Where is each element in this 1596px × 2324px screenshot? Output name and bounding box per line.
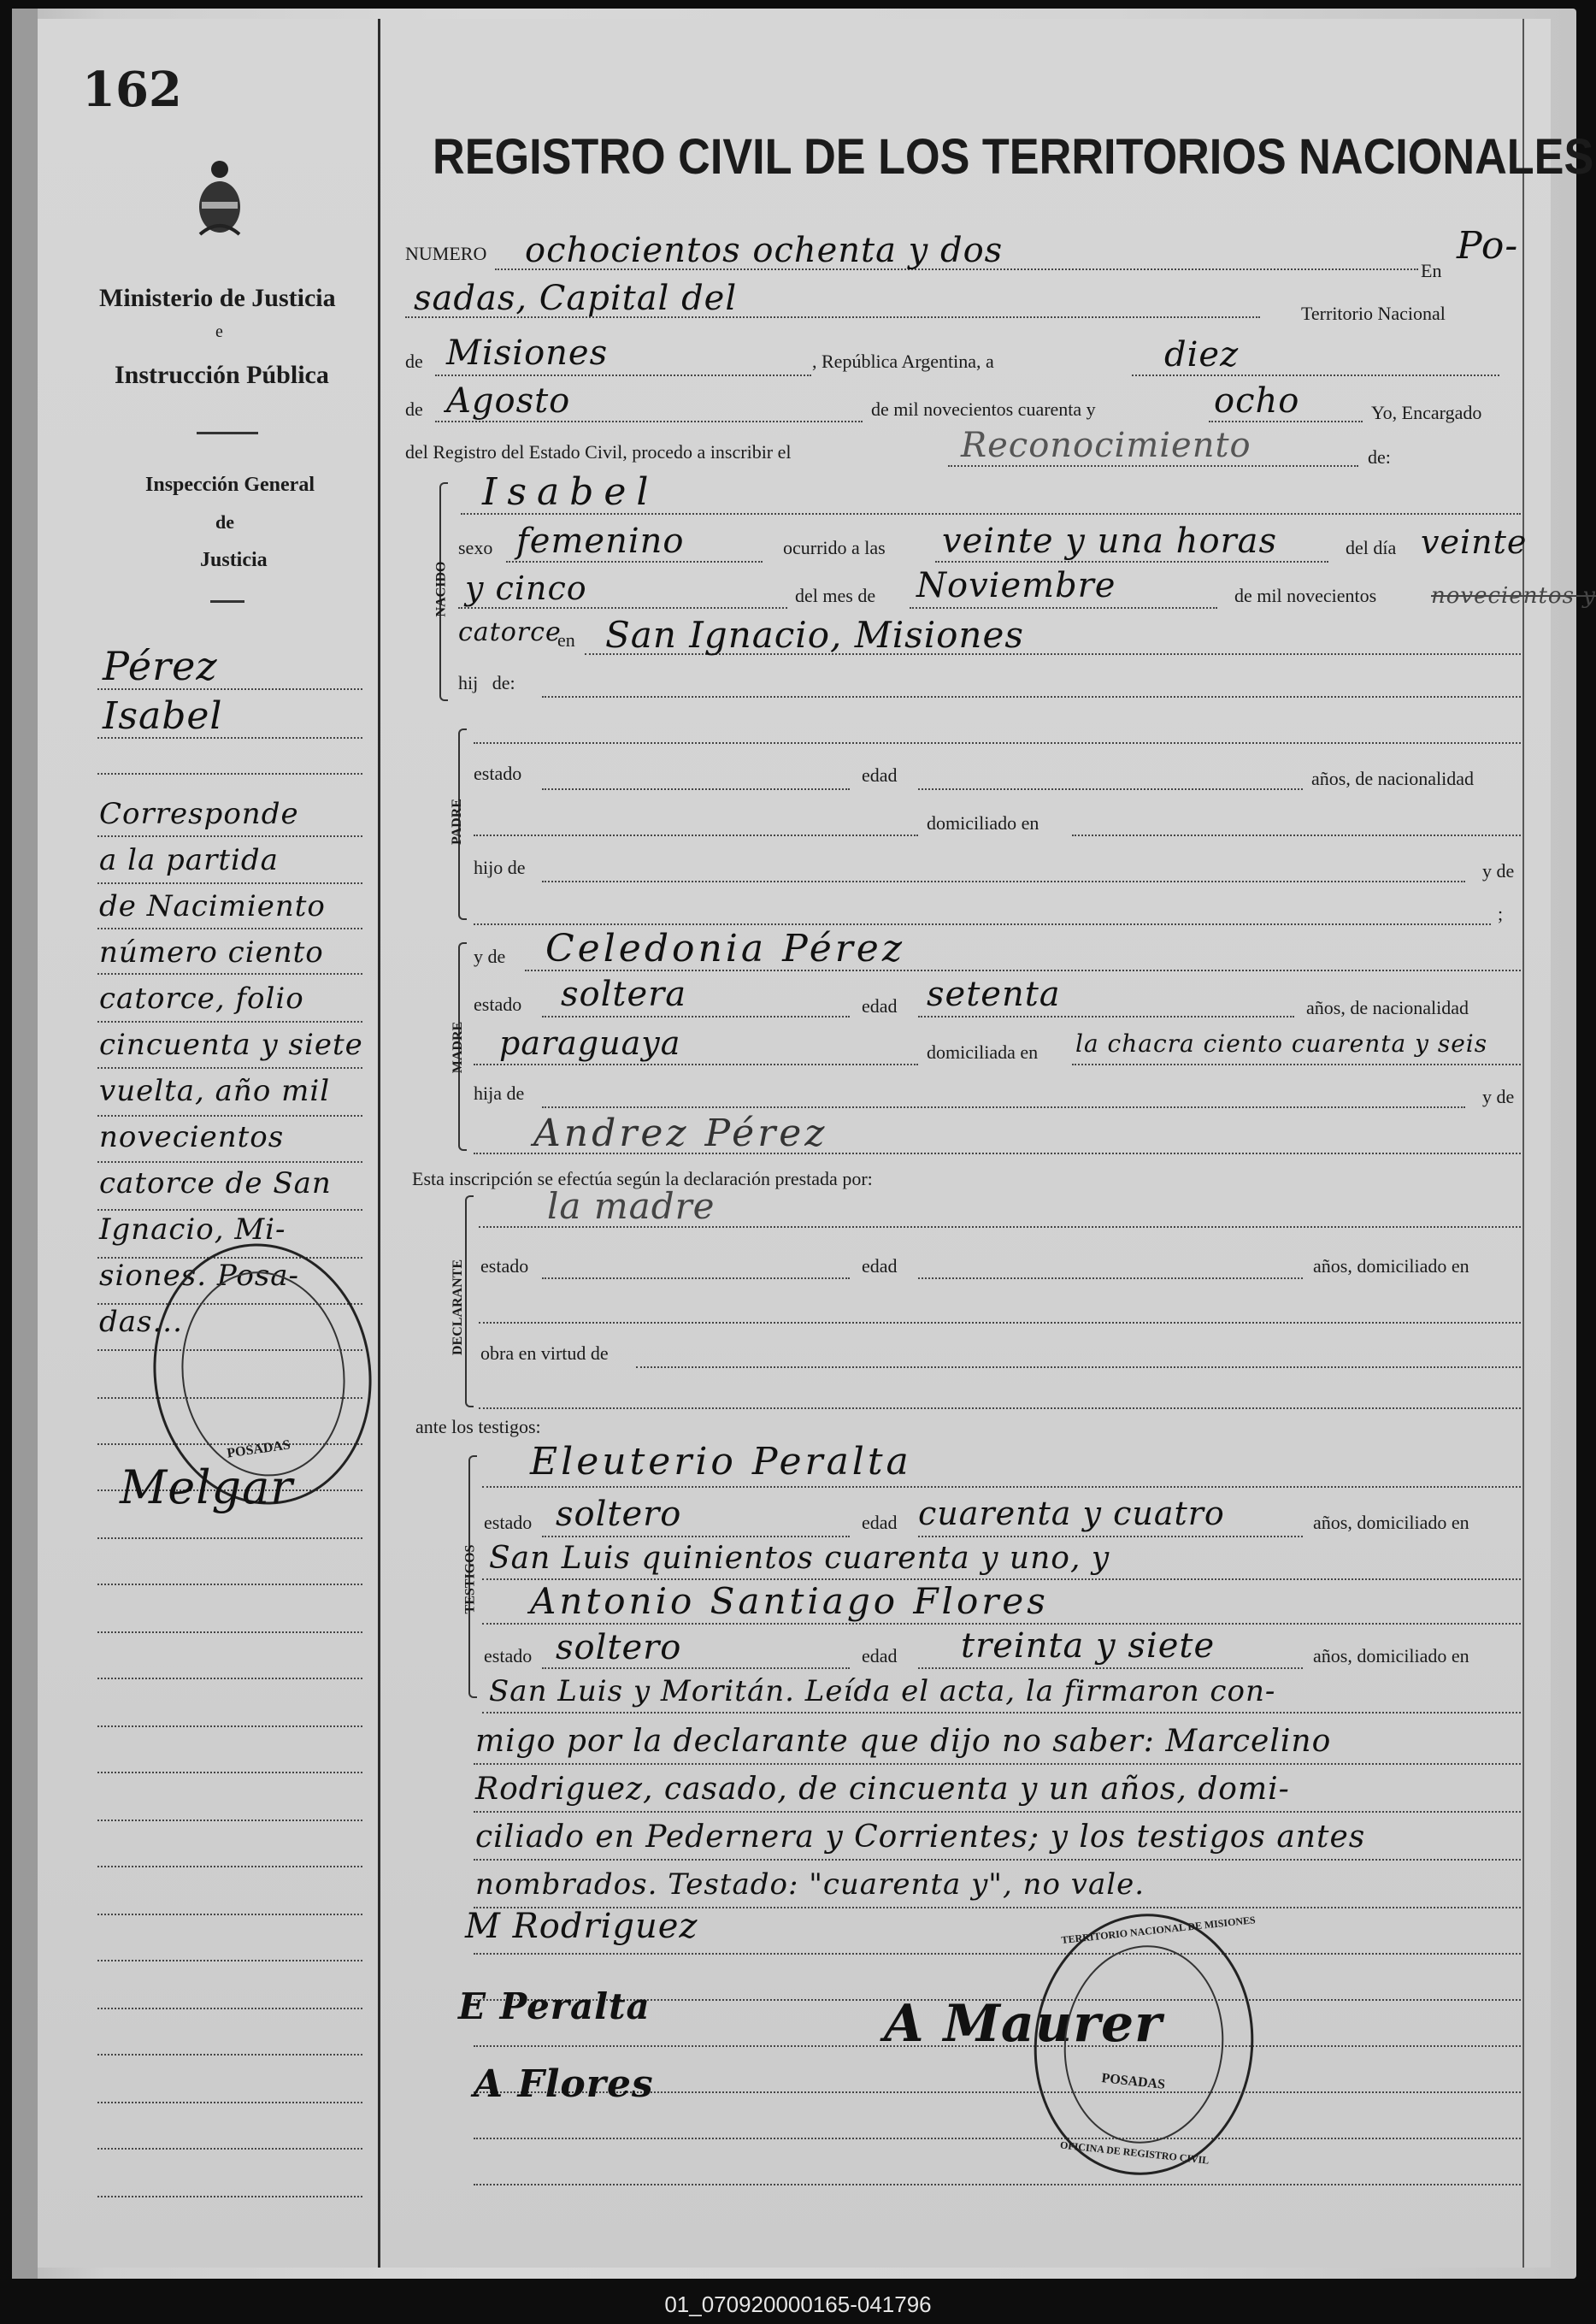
official-seal-stamp: POSADAS <box>137 1230 388 1519</box>
declarante-brace <box>465 1195 474 1407</box>
day-value-nacido: veinte <box>1421 523 1528 561</box>
w1-estado-label: estado <box>484 1512 533 1533</box>
sexo-label: sexo <box>458 537 493 558</box>
margin-note-line: catorce, folio <box>99 982 304 1016</box>
year-line <box>1209 421 1363 422</box>
madre-y-de-label: y de <box>474 946 506 967</box>
inspection-line1: Inspección General <box>145 474 315 496</box>
padre-edad-label: edad <box>862 764 898 786</box>
w1-edad-label: edad <box>862 1512 898 1533</box>
narrative-line <box>474 1763 1521 1765</box>
narrative-line-1: migo por la declarante que dijo no saber: Marcelino <box>475 1724 1332 1759</box>
w2-estado-line <box>542 1667 850 1669</box>
w1-estado-line <box>542 1536 850 1537</box>
de-label: de <box>405 398 423 420</box>
padre-edad-line <box>918 788 1303 790</box>
sexo-value: femenino <box>516 522 685 561</box>
hijo-line <box>542 696 1521 698</box>
day2-line <box>458 607 787 609</box>
en-label: En <box>1421 260 1442 281</box>
ministry-line2: Instrucción Pública <box>115 361 329 389</box>
testigos-side-label: TESTIGOS <box>462 1544 478 1614</box>
w1-anos-label: años, domiciliado en <box>1313 1512 1469 1533</box>
registry-page <box>38 19 1596 2268</box>
nacido-side-label: NACIDO <box>433 561 449 617</box>
madre-estado-line <box>542 1016 850 1017</box>
en-value: Po- <box>1457 224 1519 268</box>
declarante-estado-label: estado <box>480 1255 529 1277</box>
month-value: Agosto <box>446 381 571 421</box>
birth-year-struck: novecientos y <box>1431 583 1596 609</box>
act-value: Reconocimiento <box>961 426 1251 465</box>
margin-note-line: catorce de San <box>99 1166 332 1200</box>
hijo-label: hij de: <box>458 672 515 693</box>
sexo-line <box>506 561 763 563</box>
madre-father-value: Andrez Pérez <box>533 1112 828 1155</box>
declarante-obra-line <box>636 1366 1521 1368</box>
margin-note-line: Ignacio, Mi- <box>99 1212 286 1247</box>
witness2-estado: soltero <box>556 1628 682 1667</box>
birth-month-line <box>910 607 1217 609</box>
declarante-dom-line <box>479 1322 1521 1324</box>
witness1-estado: soltero <box>556 1495 682 1534</box>
del-dia-label: del día <box>1346 537 1397 558</box>
year-value: ocho <box>1214 381 1300 421</box>
madre-edad-line <box>918 1016 1294 1017</box>
w2-estado-label: estado <box>484 1645 533 1666</box>
signature-declarant: M Rodriguez <box>465 1907 698 1946</box>
ministry-line1: Ministerio de Justicia <box>99 284 336 312</box>
padre-estado-label: estado <box>474 763 522 784</box>
divider-rule <box>197 432 258 434</box>
padre-hijo-label: hijo de <box>474 857 526 878</box>
madre-edad-label: edad <box>862 995 898 1017</box>
margin-note-line: siones. Posa- <box>99 1259 300 1293</box>
w1-edad-line <box>918 1536 1303 1537</box>
margin-note-line: número ciento <box>99 935 324 970</box>
margin-note-line: Corresponde <box>99 797 299 831</box>
territory-value: Misiones <box>446 333 609 373</box>
padre-domiciliado-label: domiciliado en <box>927 812 1039 834</box>
witness2-edad: treinta y siete <box>961 1626 1216 1666</box>
city-value: sadas, Capital del <box>414 279 738 318</box>
declarante-obra-label: obra en virtud de <box>480 1342 609 1364</box>
madre-nat-line <box>474 1064 918 1065</box>
padre-name-line <box>474 742 1521 744</box>
margin-note-line: novecientos <box>99 1120 285 1154</box>
declarante-edad-line <box>918 1277 1303 1279</box>
person-name: Isabel <box>482 470 659 514</box>
madre-dom-line <box>1072 1064 1521 1065</box>
madre-hija-label: hija de <box>474 1082 525 1104</box>
mil-label: de mil novecientos cuarenta y <box>871 398 1096 420</box>
padre-semicolon: ; <box>1498 903 1504 924</box>
madre-edad-value: setenta <box>927 975 1061 1014</box>
narrative-line-4: nombrados. Testado: "cuarenta y", no vale. <box>475 1867 1145 1902</box>
padre-estado-line <box>542 788 850 790</box>
territorio-label: Territorio Nacional <box>1301 303 1446 324</box>
w2-edad-label: edad <box>862 1645 898 1666</box>
argentina-coat-of-arms-icon <box>197 157 243 239</box>
declarante-name-value: la madre <box>547 1185 716 1227</box>
de-label: de <box>405 351 423 372</box>
witness1-address: San Luis quinientos cuarenta y uno, y <box>489 1541 1110 1576</box>
witness1-edad: cuarenta y cuatro <box>918 1495 1225 1532</box>
registro-label: del Registro del Estado Civil, procedo a inscribir el <box>405 441 792 463</box>
declarante-estado-line <box>542 1277 850 1279</box>
signature-registrar: A Maurer <box>884 1994 1163 2054</box>
scan-identifier: 01_070920000165-041796 <box>0 2285 1596 2324</box>
territory-line <box>435 375 811 376</box>
mil-novecientos-label: de mil novecientos <box>1234 585 1377 606</box>
day-value2: y cinco <box>465 569 587 607</box>
page-number: 162 <box>82 62 182 118</box>
narrative-line-3: ciliado en Pedernera y Corrientes; y los testigos antes <box>475 1820 1366 1855</box>
madre-address-value: la chacra ciento cuarenta y seis <box>1075 1029 1488 1058</box>
numero-label: NUMERO <box>405 243 487 264</box>
narrative-line <box>474 1859 1521 1861</box>
w1-name-line <box>482 1486 1521 1488</box>
madre-estado-value: soltera <box>561 975 687 1014</box>
hour-value: veinte y una horas <box>942 522 1278 561</box>
declarante-anos-label: años, domiciliado en <box>1313 1255 1469 1277</box>
en-label-nacido: en <box>557 629 575 651</box>
w2-edad-line <box>918 1667 1303 1669</box>
yo-label: Yo, Encargado <box>1371 402 1482 423</box>
month-line <box>435 421 863 422</box>
numero-value: ochocientos ochenta y dos <box>525 231 1004 270</box>
madre-domiciliada-label: domiciliada en <box>927 1041 1039 1063</box>
padre-last-line <box>474 923 1491 925</box>
narrative-line-2: Rodriguez, casado, de cincuenta y un años, domi- <box>475 1772 1290 1807</box>
margin-given-name: Isabel <box>103 694 223 738</box>
declaration-label: Esta inscripción se efectúa según la declaración prestada por: <box>412 1168 873 1189</box>
ocurrido-label: ocurrido a las <box>783 537 886 558</box>
signature-witness1: E Peralta <box>458 1985 651 2027</box>
witness1-name: Eleuterio Peralta <box>530 1440 912 1483</box>
day-line <box>1132 375 1499 376</box>
divider-rule <box>210 600 244 603</box>
margin-note-line: de Nacimiento <box>99 889 326 923</box>
witness2-address: San Luis y Moritán. Leída el acta, la firmaron con- <box>489 1674 1276 1708</box>
birth-month-value: Noviembre <box>916 566 1116 605</box>
padre-anos-label: años, de nacionalidad <box>1311 768 1474 789</box>
day-value: diez <box>1164 335 1240 375</box>
madre-estado-label: estado <box>474 994 522 1015</box>
narrative-line <box>474 1811 1521 1813</box>
birth-place-value: San Ignacio, Misiones <box>605 614 1024 656</box>
madre-hija-line <box>542 1106 1465 1108</box>
registry-title: REGISTRO CIVIL DE LOS TERRITORIOS NACIONALES <box>433 129 1594 185</box>
margin-note-line: das... <box>99 1305 183 1339</box>
margin-signature: Melgar <box>120 1460 294 1514</box>
margin-note-line: a la partida <box>99 843 279 877</box>
book-spine <box>12 9 38 2279</box>
madre-side-label: MADRE <box>451 1021 466 1074</box>
padre-y-de: y de <box>1482 860 1515 882</box>
inspection-de: de <box>215 511 234 533</box>
declarante-last-line <box>479 1407 1521 1409</box>
registrar-seal-stamp: POSADAS TERRITORIO NACIONAL DE MISIONES OFICINA DE REGISTRO CIVIL <box>1022 1902 1267 2185</box>
w2-anos-label: años, domiciliado en <box>1313 1645 1469 1666</box>
w2-name-line <box>482 1623 1521 1625</box>
madre-name-value: Celedonia Pérez <box>545 927 906 970</box>
column-divider <box>378 19 380 2268</box>
margin-note-line: vuelta, año mil <box>99 1074 331 1108</box>
act-line <box>948 465 1358 467</box>
testigos-label: ante los testigos: <box>415 1416 541 1437</box>
ministry-e: e <box>215 322 223 341</box>
declarante-side-label: DECLARANTE <box>451 1259 466 1356</box>
padre-nat-line <box>474 835 918 836</box>
madre-nationality-value: paraguaya <box>499 1024 681 1062</box>
margin-note-line: cincuenta y siete <box>99 1028 363 1062</box>
margin-surname: Pérez <box>103 643 218 689</box>
madre-y-de: y de <box>1482 1086 1515 1107</box>
w2-address-line <box>482 1712 1521 1714</box>
de-colon: de: <box>1368 446 1391 468</box>
republica-label: , República Argentina, a <box>812 351 994 372</box>
inspection-line2: Justicia <box>200 549 268 571</box>
madre-anos-label: años, de nacionalidad <box>1306 997 1469 1018</box>
hour-line <box>935 561 1328 563</box>
padre-side-label: PADRE <box>449 799 464 845</box>
padre-dom-line <box>1072 835 1521 836</box>
witness2-name: Antonio Santiago Flores <box>530 1580 1049 1622</box>
page-edge-line <box>1522 19 1524 2268</box>
birth-year-value: catorce <box>458 617 562 647</box>
del-mes-label: del mes de <box>795 585 876 606</box>
padre-hijo-line <box>542 881 1465 882</box>
signature-witness2: A Flores <box>474 2062 654 2106</box>
declarante-edad-label: edad <box>862 1255 898 1277</box>
